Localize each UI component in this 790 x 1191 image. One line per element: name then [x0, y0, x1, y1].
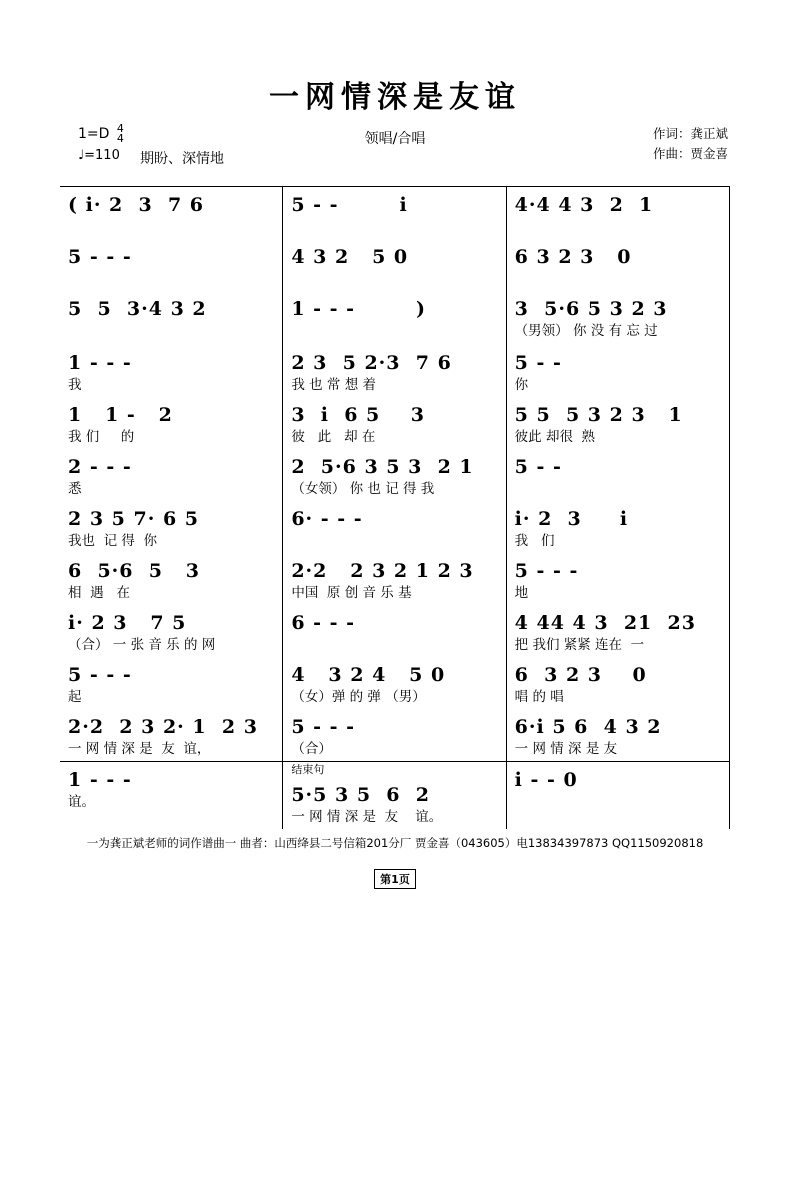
measure-notes: 2·2 2 3 2· 1 2 3: [68, 716, 258, 738]
time-signature-bottom: 4: [116, 132, 124, 145]
measure-lyrics: 悉: [68, 481, 82, 497]
measure: [60, 291, 283, 345]
measure: [60, 605, 283, 657]
measure-notes: 1 1 - 2: [68, 404, 173, 426]
measure-lyrics: [60, 270, 282, 291]
measure-lyrics: 一 网 情 深 是 友: [514, 741, 618, 757]
measure-notes: 5 - -: [514, 456, 562, 478]
measure-lyrics: [60, 322, 282, 343]
score-body: [60, 186, 730, 829]
measure: [60, 449, 283, 501]
score-system: [60, 605, 730, 657]
measure-notes: 1 - - -: [68, 352, 132, 374]
page-number-wrap: [0, 851, 790, 889]
measure: [283, 187, 506, 239]
measure: [507, 553, 730, 605]
measure: [60, 239, 283, 291]
score-system: [60, 449, 730, 501]
measure: [507, 291, 730, 345]
measure-lyrics: [283, 532, 505, 553]
measure: [60, 397, 283, 449]
measure-lyrics: 彼 此 却 在: [291, 429, 376, 445]
sheet-music-page: [0, 72, 790, 1191]
measure-notes: 5 - - i: [291, 194, 408, 216]
measure-lyrics: （男领） 你 没 有 忘 过: [514, 323, 658, 339]
measure-lyrics: （女）弹 的 弹 （男）: [291, 689, 426, 705]
score-system: [60, 553, 730, 605]
measure-notes: 5 - - -: [514, 560, 579, 582]
measure: [60, 553, 283, 605]
measure-notes: 5 - - -: [68, 246, 132, 268]
measure-notes: 2 5·6 3 5 3 2 1: [291, 456, 474, 478]
measure: [507, 501, 730, 553]
measure-lyrics: 起: [68, 689, 82, 705]
measure-notes: 5 - - -: [68, 664, 132, 686]
measure-lyrics: 中国 原 创 音 乐 基: [291, 585, 412, 601]
score-system: [60, 709, 730, 761]
score-system: [60, 397, 730, 449]
measure: [283, 291, 506, 345]
measure-lyrics: （女领） 你 也 记 得 我: [291, 481, 435, 497]
page-number: 第1页: [374, 869, 416, 889]
measure-lyrics: [60, 218, 282, 239]
measure-notes: 3 i 6 5 3: [291, 404, 425, 426]
measure: [507, 449, 730, 501]
measure: [283, 501, 506, 553]
measure-notes: ( i· 2 3 7 6: [68, 194, 205, 216]
measure-lyrics: 彼此 却很 熟: [514, 429, 596, 445]
measure-lyrics: 把 我们 紧紧 连在 一: [514, 637, 645, 653]
measure-notes: 5 5 3·4 3 2: [68, 298, 207, 320]
measure-notes: 3 5·6 5 3 2 3: [514, 298, 668, 320]
measure: [283, 239, 506, 291]
score-header: [0, 124, 790, 182]
score-system: [60, 657, 730, 709]
measure-lyrics: 我 们 的: [68, 429, 135, 445]
score-system: [60, 291, 730, 345]
measure-notes: 6·i 5 6 4 3 2: [514, 716, 662, 738]
measure-lyrics: 我也 记 得 你: [68, 533, 157, 549]
measure-lyrics: [507, 480, 729, 501]
measure: [283, 397, 506, 449]
measure-lyrics: 我: [68, 377, 82, 393]
score-system: [60, 501, 730, 553]
ending-phrase-annotation: 结束句: [291, 763, 325, 776]
key-signature-text: 1=D: [78, 126, 110, 142]
measure: [283, 553, 506, 605]
measure: [60, 657, 283, 709]
measure: [507, 239, 730, 291]
measure-notes: 4 44 4 3 21 23: [514, 612, 696, 634]
expression-marking: 期盼、深情地: [140, 151, 224, 167]
measure: [60, 762, 283, 829]
measure: [507, 605, 730, 657]
measure-notes: 5 - - -: [291, 716, 356, 738]
measure-notes: i· 2 3 7 5: [68, 612, 187, 634]
measure: [60, 501, 283, 553]
score-system: [60, 345, 730, 397]
measure-lyrics: 地: [514, 585, 529, 601]
measure-notes: 2·2 2 3 2 1 2 3: [291, 560, 474, 582]
measure-notes: 1 - - -: [68, 769, 132, 791]
measure-notes: 5 - -: [514, 352, 562, 374]
measure-notes: 1 - - - ): [291, 298, 426, 320]
measure: [283, 605, 506, 657]
measure-lyrics: [283, 636, 505, 657]
measure: [507, 657, 730, 709]
measure-lyrics: 你: [514, 377, 529, 393]
measure-lyrics: [283, 270, 505, 291]
measure-lyrics: （合）: [291, 741, 332, 757]
measure-lyrics: 一 网 情 深 是 友 谊，: [68, 741, 211, 757]
measure-lyrics: [283, 322, 505, 343]
measure-notes: 5·5 3 5 6 2: [291, 784, 430, 806]
lyricist-credit: 作词：龚正斌: [652, 126, 728, 141]
measure: [507, 345, 730, 397]
performance-note: 领唱/合唱: [364, 131, 426, 147]
score-system: [60, 239, 730, 291]
measure-notes: 6· - - -: [291, 508, 363, 530]
measure-notes: 2 3 5 7· 6 5: [68, 508, 200, 530]
measure-lyrics: [507, 793, 729, 814]
measure-lyrics: （合） 一 张 音 乐 的 网: [68, 637, 216, 653]
score-system: [60, 761, 730, 829]
measure: [507, 709, 730, 761]
measure-lyrics: 唱 的 唱: [514, 689, 564, 705]
measure-lyrics: 谊。: [68, 794, 95, 810]
measure-notes: 4·4 4 3 2 1: [514, 194, 654, 216]
measure-notes: 6 - - -: [291, 612, 356, 634]
measure-lyrics: 一 网 情 深 是 友 谊。: [291, 809, 443, 825]
time-signature-top: 4: [116, 122, 124, 135]
measure-notes: 5 5 5 3 2 3 1: [514, 404, 683, 426]
page-title: 一网情深是友谊: [269, 80, 521, 115]
measure-notes: 2 - - -: [68, 456, 132, 478]
measure: [507, 187, 730, 239]
measure: [60, 709, 283, 761]
measure: [283, 709, 506, 761]
measure: [507, 397, 730, 449]
measure-notes: 6 3 2 3 0: [514, 246, 632, 268]
measure-lyrics: [507, 270, 729, 291]
measure-lyrics: [283, 218, 505, 239]
measure-lyrics: [507, 218, 729, 239]
tempo-marking: ♩=110: [78, 148, 120, 163]
measure: [283, 449, 506, 501]
footer-note: 一为龚正斌老师的词作谱曲一 曲者：山西绛县二号信箱201分厂 贾金喜（043605）电13834397873 QQ1150920818: [86, 836, 704, 850]
measure-lyrics: 相 遇 在: [68, 585, 130, 601]
measure-lyrics: 我 也 常 想 着: [291, 377, 376, 393]
measure: [283, 657, 506, 709]
composer-credit: 作曲：贾金喜: [652, 146, 728, 161]
measure-notes: 6 3 2 3 0: [514, 664, 647, 686]
measure-lyrics: 我 们: [514, 533, 555, 549]
measure: [283, 762, 506, 829]
measure: [60, 345, 283, 397]
measure-notes: 6 5·6 5 3: [68, 560, 201, 582]
credits: [653, 124, 728, 164]
measure-notes: 4 3 2 5 0: [291, 246, 409, 268]
measure-notes: 4 3 2 4 5 0: [291, 664, 446, 686]
measure: [283, 345, 506, 397]
measure-notes: i - - 0: [514, 769, 578, 791]
measure: [60, 187, 283, 239]
measure-notes: i· 2 3 i: [514, 508, 629, 530]
measure: [507, 762, 730, 829]
measure-notes: 2 3 5 2·3 7 6: [291, 352, 452, 374]
score-system: [60, 187, 730, 239]
